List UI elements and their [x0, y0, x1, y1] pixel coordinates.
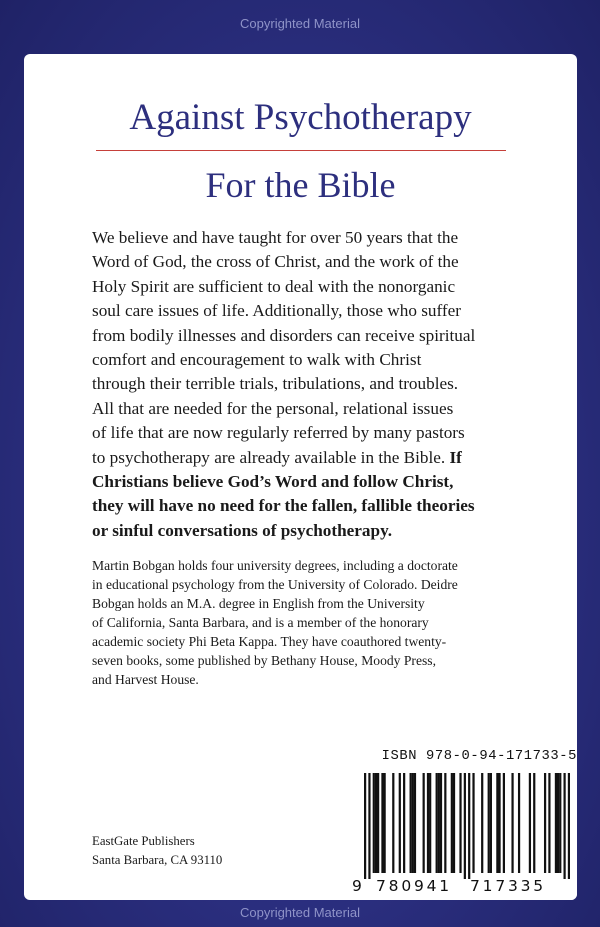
isbn-label: ISBN 978-0-94-171733-5 [381, 749, 577, 764]
watermark-top: Copyrighted Material [240, 16, 360, 31]
barcode-bar [503, 773, 505, 873]
description-paragraph: We believe and have taught for over 50 years that the Word of God, the cross of Christ, and the work of the Holy Spirit are sufficient to deal with the nonorganic soul care issues of life. Additionally, those who suffer from bodily illnesses and disorders can receive spiritual comfort and encouragement to walk with Christ through their terrible trials, tribulations, and troubles. All that are needed for the personal, relational issues of life that are now regularly referred by many pastors to psychotherapy are already available in the Bible. If Christians believe God’s Word and follow Christ, they will have no need for the fallen, fallible theories or sinful conversations of psychotherapy. [92, 228, 476, 540]
publisher-info [92, 832, 292, 870]
back-cover-panel [24, 54, 577, 900]
barcode-bar [410, 773, 412, 873]
barcode-bar [444, 773, 446, 873]
barcode-guard-bar [464, 773, 466, 879]
barcode-bar [453, 773, 455, 873]
barcode-bar [392, 773, 394, 873]
publisher-name: EastGate Publishers [92, 834, 195, 848]
barcode-digits-right: 717335 [470, 877, 546, 895]
barcode-bar [559, 773, 561, 873]
barcode-bar [414, 773, 416, 873]
barcode-bar [440, 773, 442, 873]
barcode-bar [381, 773, 383, 873]
barcode-guard-bar [368, 773, 370, 879]
barcode-bar [548, 773, 550, 873]
barcode-guard-bar [468, 773, 470, 879]
barcode-bar [412, 773, 414, 873]
watermark-bottom: Copyrighted Material [240, 905, 360, 920]
barcode-bar [557, 773, 559, 873]
barcode-guard-bar [568, 773, 570, 879]
isbn-barcode [352, 749, 577, 900]
title-line-2: For the Bible [205, 165, 396, 205]
barcode-bar [384, 773, 386, 873]
barcode-bar [555, 773, 557, 873]
barcode-bar [490, 773, 492, 873]
bold-statement: they will have no need for the fallen, fallible theories [92, 496, 475, 516]
barcode-bar [438, 773, 440, 873]
barcode-bar [377, 773, 379, 873]
barcode-digit-first: 9 [352, 877, 362, 895]
barcode-bar [451, 773, 453, 873]
barcode-guard-bar [563, 773, 565, 879]
author-bio: Martin Bobgan holds four university degrees, including a doctorate in educational psychology from the University of Colorado. Deidre Bobgan holds an M.A. degree in English from the University of California, Santa Barbara, and is a member of the honorary academic society Phi Beta Kappa. They have coauthored twenty- seven books, some published by Bethany House, Moody Press, and Harvest House. [92, 558, 458, 687]
publisher-location: Santa Barbara, CA 93110 [92, 853, 223, 867]
barcode-bar [403, 773, 405, 873]
barcode-bar [427, 773, 429, 873]
barcode-guard-bar [364, 773, 366, 879]
barcode-digits-left: 780941 [376, 877, 452, 895]
barcode-bar [529, 773, 531, 873]
barcode-bars [364, 773, 570, 879]
barcode-bar [533, 773, 535, 873]
barcode-bar [459, 773, 461, 873]
bold-statement: or sinful conversations of psychotherapy. [92, 520, 393, 540]
bold-statement: Christians believe God’s Word and follow Christ, [92, 472, 454, 492]
barcode-bar [472, 773, 474, 873]
barcode-bar [481, 773, 483, 873]
barcode-bar [399, 773, 401, 873]
title-divider [96, 150, 506, 151]
barcode-bar [544, 773, 546, 873]
barcode-bar [429, 773, 431, 873]
barcode-bar [511, 773, 513, 873]
barcode-bar [436, 773, 438, 873]
bold-statement-start: If [449, 447, 462, 467]
barcode-bar [518, 773, 520, 873]
barcode-bar [488, 773, 490, 873]
barcode-bar [496, 773, 498, 873]
barcode-bar [373, 773, 375, 873]
title-line-1: Against Psychotherapy [129, 97, 472, 138]
barcode-bar [375, 773, 377, 873]
barcode-bar [498, 773, 500, 873]
barcode-bar [423, 773, 425, 873]
